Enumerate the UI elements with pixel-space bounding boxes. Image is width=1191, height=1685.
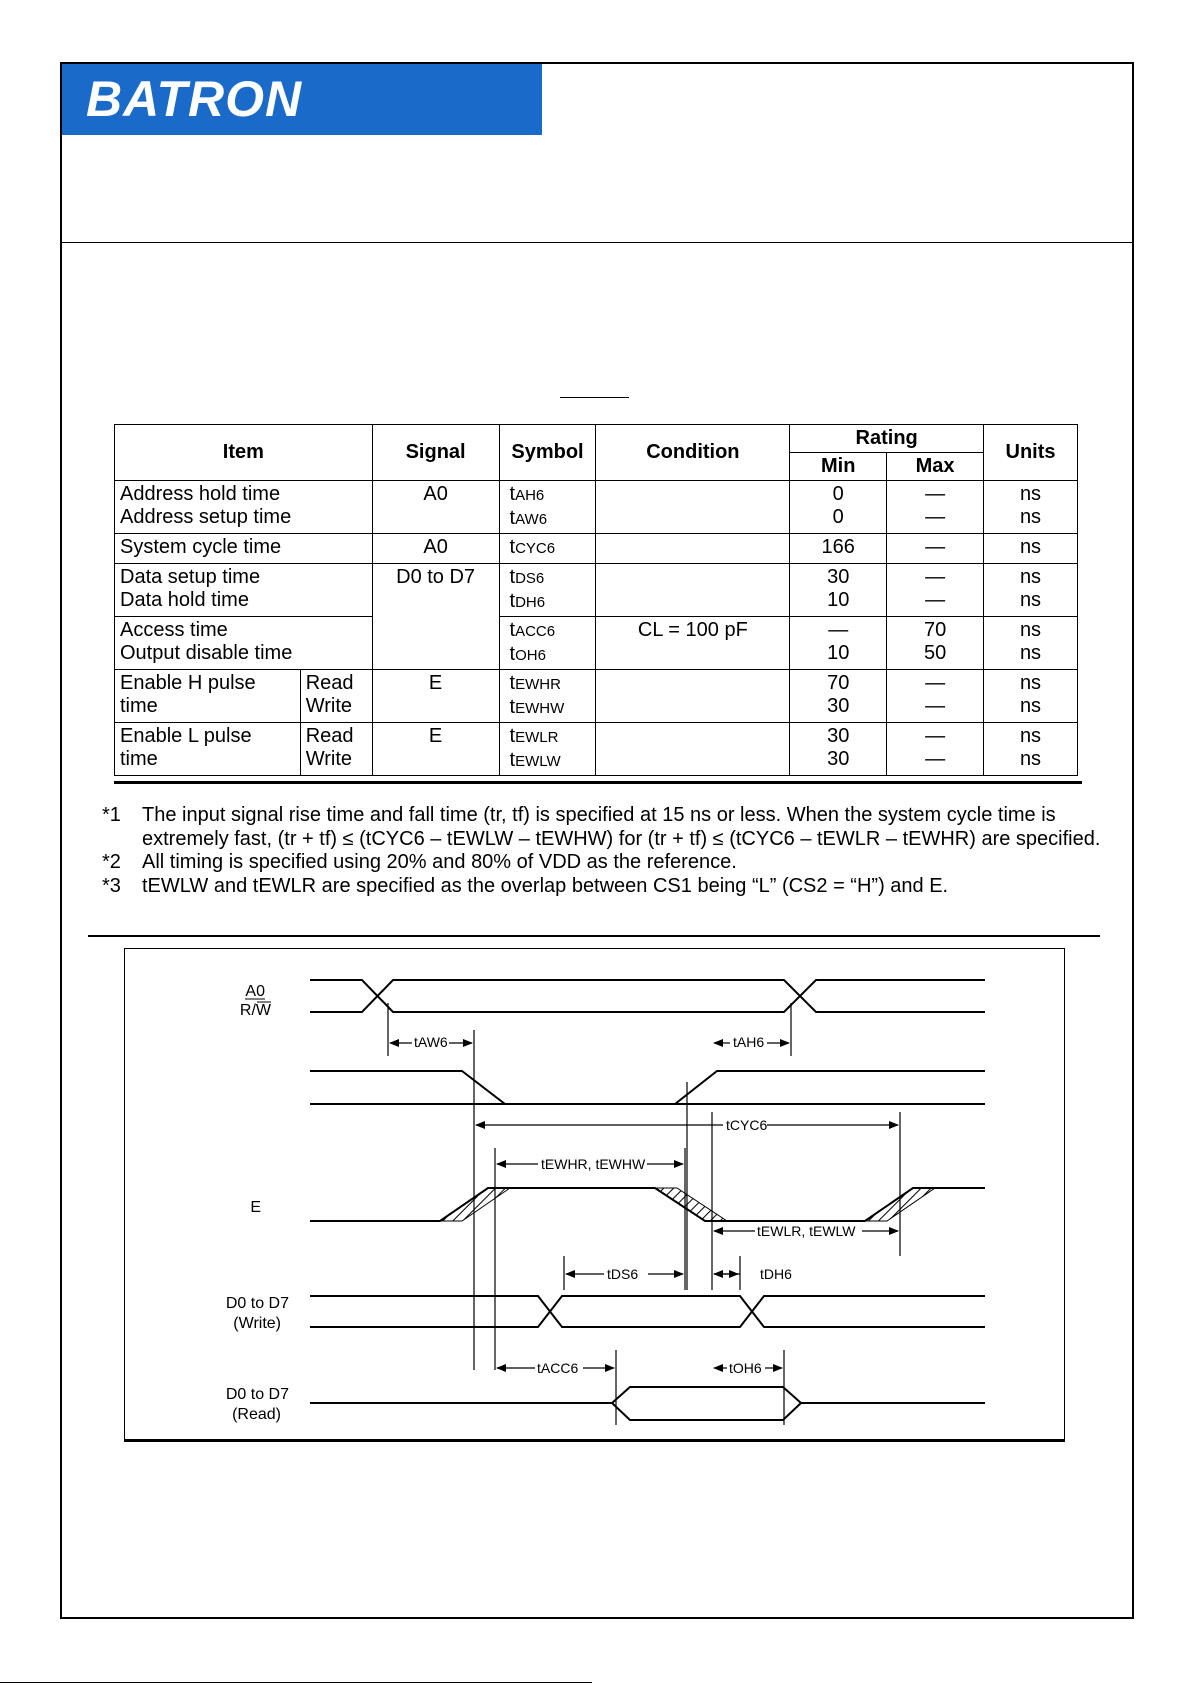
header-signal: Signal xyxy=(372,425,499,481)
label-d-read: D0 to D7 xyxy=(225,1386,289,1403)
table-row: Access time Output disable time tACC6 tOH6 CL = 100 pF — 10 70 50 ns ns xyxy=(115,617,1078,670)
write-data-top xyxy=(310,1296,985,1327)
header-symbol: Symbol xyxy=(499,425,596,481)
read-data-valid xyxy=(612,1387,801,1420)
table-row: Enable L pulse time Read Write E tEWLR tEWLW 30 30 — — ns ns xyxy=(115,723,1078,776)
table-row: Data setup time Data hold time D0 to D7 tDS6 tDH6 30 10 — — ns ns xyxy=(115,564,1078,617)
table-row: Enable H pulse time Read Write E tEWHR tEWHW 70 30 — — ns ns xyxy=(115,670,1078,723)
label-tacc6: tACC6 xyxy=(537,1360,579,1376)
header-rating: Rating xyxy=(790,425,984,453)
header-condition: Condition xyxy=(596,425,790,481)
label-read: (Read) xyxy=(232,1406,281,1423)
label-tewh: tEWHR, tEWHW xyxy=(541,1156,646,1172)
label-a0: A0 xyxy=(245,983,265,1000)
label-e: E xyxy=(250,1199,261,1216)
label-tdh6: tDH6 xyxy=(760,1266,792,1282)
header-max: Max xyxy=(887,453,984,481)
label-toh6: tOH6 xyxy=(729,1360,762,1376)
label-tah6: tAH6 xyxy=(733,1034,765,1050)
header-units: Units xyxy=(984,425,1078,481)
label-d-write: D0 to D7 xyxy=(225,1295,289,1312)
table-row: System cycle time A0 tCYC6 166 — ns xyxy=(115,534,1078,564)
bottom-rule xyxy=(0,1682,592,1683)
label-rw: R/W xyxy=(239,1002,271,1019)
footnote-1: *1 The input signal rise time and fall time (tr, tf) is specified at 15 ns or less. When the system cycle time is extremely fast, (tr + tf) ≤ (tCYC6 – tEWLW – tEWHW) for (tr + tf) ≤ (tCYC6 – tEWLR – tEWHR) are specified. xyxy=(102,804,1101,850)
rw-waveform xyxy=(310,980,985,1012)
label-tewl: tEWLR, tEWLW xyxy=(757,1223,856,1239)
cs-waveform-top xyxy=(310,1071,985,1104)
footnote-3: *3 tEWLW and tEWLR are specified as the overlap between CS1 being “L” (CS2 = “H”) and E. xyxy=(102,874,949,897)
header-min: Min xyxy=(790,453,887,481)
label-taw6: tAW6 xyxy=(414,1034,448,1050)
label-tcyc6: tCYC6 xyxy=(726,1117,768,1133)
a0-waveform xyxy=(310,980,985,1012)
footnote-2: *2 All timing is specified using 20% and 80% of VDD as the reference. xyxy=(102,851,737,873)
logo-text: BATRON xyxy=(86,71,303,127)
label-write: (Write) xyxy=(233,1315,281,1332)
write-data-bottom xyxy=(310,1296,985,1327)
table-row: Address hold time Address setup time A0 tAH6 tAW6 0 0 — — ns ns xyxy=(115,481,1078,534)
label-tds6: tDS6 xyxy=(607,1266,639,1282)
header-item: Item xyxy=(115,425,373,481)
